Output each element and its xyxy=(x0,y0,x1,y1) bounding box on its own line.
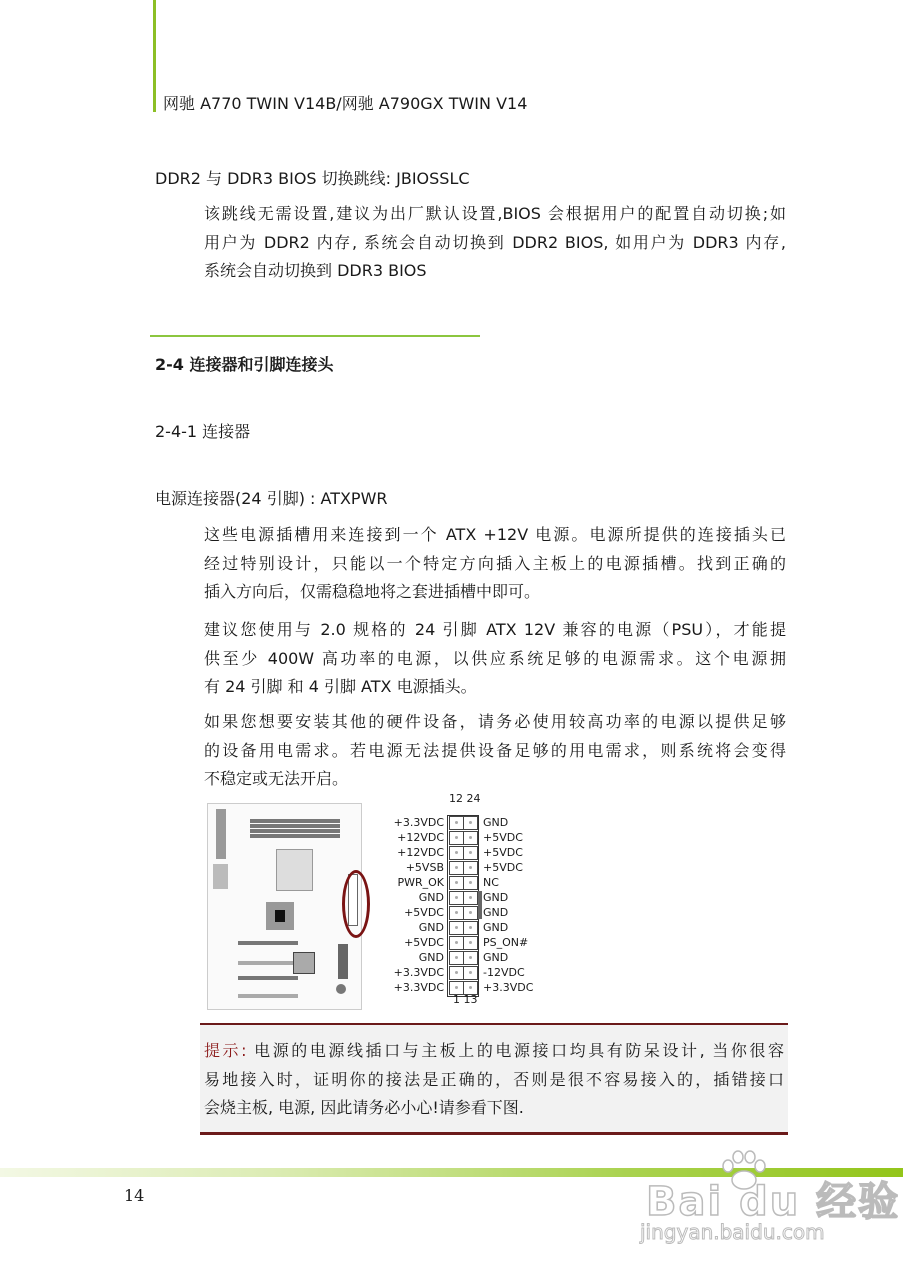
power-paragraph-1 xyxy=(204,521,786,607)
power-paragraph-3 xyxy=(204,708,786,794)
pin-row xyxy=(390,830,550,845)
jumper-title: DDR2 与 DDR3 BIOS 切换跳线: JBIOSSLC xyxy=(155,169,470,188)
pin-right-label: -12VDC xyxy=(483,966,525,979)
pin-right-label: GND xyxy=(483,816,509,829)
tip-text xyxy=(204,1037,784,1123)
text-line: 会烧主板, 电源, 因此请务必小心!请参看下图. xyxy=(204,1098,524,1117)
pin-row xyxy=(390,815,550,830)
pin-right-label: +5VDC xyxy=(483,831,523,844)
pin xyxy=(449,876,464,890)
pin xyxy=(449,936,464,950)
page-header-title: 网驰 A770 TWIN V14B/网驰 A790GX TWIN V14 xyxy=(163,94,528,113)
text-line xyxy=(204,1037,784,1066)
section-title: 2-4 连接器和引脚连接头 xyxy=(155,355,334,374)
pin-left-label: +5VSB xyxy=(405,861,444,874)
atxpwr-pinout-diagram xyxy=(390,790,550,1005)
page-number: 14 xyxy=(124,1186,145,1205)
pin-row xyxy=(390,965,550,980)
pin-right-label: PS_ON# xyxy=(483,936,529,949)
pin-row xyxy=(390,935,550,950)
pin xyxy=(449,816,464,830)
pin xyxy=(463,831,478,845)
pin-right-label: +3.3VDC xyxy=(483,981,534,994)
text-line: 的设备用电需求。若电源无法提供设备足够的用电需求，则系统将会变得 xyxy=(204,740,786,760)
pin-row xyxy=(390,890,550,905)
pin-row xyxy=(390,860,550,875)
pin-left-label: +5VDC xyxy=(404,936,444,949)
pin xyxy=(463,846,478,860)
pin-row xyxy=(390,905,550,920)
pin xyxy=(449,951,464,965)
pin-left-label: +12VDC xyxy=(397,831,444,844)
subsection-title: 2-4-1 连接器 xyxy=(155,422,251,441)
text-line: 不稳定或无法开启。 xyxy=(204,769,349,788)
pin xyxy=(449,921,464,935)
pin-numbers-top: 12 24 xyxy=(449,792,481,805)
pin xyxy=(463,861,478,875)
tip-box xyxy=(200,1023,788,1135)
pin-left-label: GND xyxy=(418,921,444,934)
text-line: 有 24 引脚 和 4 引脚 ATX 电源插头。 xyxy=(204,677,477,696)
pin-left-label: +3.3VDC xyxy=(393,981,444,994)
header-accent-bar xyxy=(153,0,156,112)
text-line: 系统会自动切换到 DDR3 BIOS xyxy=(204,261,427,280)
jumper-paragraph xyxy=(204,200,786,286)
pin-left-label: +3.3VDC xyxy=(393,966,444,979)
pin xyxy=(463,936,478,950)
text-line: 插入方向后，仅需稳稳地将之套进插槽中即可。 xyxy=(204,582,541,601)
pin-right-label: GND xyxy=(483,906,509,919)
pin-left-label: +3.3VDC xyxy=(393,816,444,829)
pin-row xyxy=(390,845,550,860)
tip-label: 提示: xyxy=(204,1041,247,1060)
pin-left-label: PWR_OK xyxy=(397,876,444,889)
power-paragraph-2 xyxy=(204,616,786,702)
text-line: 建议您使用与 2.0 规格的 24 引脚 ATX 12V 兼容的电源（PSU），才能提 xyxy=(204,620,786,639)
text-line: 供至少 400W 高功率的电源，以供应系统足够的电源需求。这个电源拥 xyxy=(204,648,786,668)
pin-left-label: GND xyxy=(418,951,444,964)
pin xyxy=(449,861,464,875)
watermark-logo: Bai du 经验 xyxy=(646,1179,901,1225)
pin xyxy=(449,891,464,905)
pin-left-label: GND xyxy=(418,891,444,904)
pin-row xyxy=(390,875,550,890)
pin-right-label: GND xyxy=(483,921,509,934)
text-line: 易地接入时，证明你的接法是正确的，否则是很不容易接入的，插错接口 xyxy=(204,1069,784,1089)
watermark-url: jingyan.baidu.com xyxy=(640,1220,825,1244)
text-line: 这些电源插槽用来连接到一个 ATX +12V 电源。电源所提供的连接插头已 xyxy=(204,525,786,544)
pin-right-label: GND xyxy=(483,891,509,904)
pin-left-label: +5VDC xyxy=(404,906,444,919)
pin-right-label: +5VDC xyxy=(483,846,523,859)
motherboard-diagram xyxy=(207,803,362,1010)
text-line: 用户为 DDR2 内存, 系统会自动切换到 DDR2 BIOS, 如用户为 DDR3 内存, xyxy=(204,232,786,252)
pin xyxy=(449,906,464,920)
baidu-watermark xyxy=(640,1150,901,1250)
pin xyxy=(463,816,478,830)
text-line: 如果您想要安装其他的硬件设备，请务必使用较高功率的电源以提供足够 xyxy=(204,712,786,731)
pin xyxy=(449,966,464,980)
power-connector-title: 电源连接器(24 引脚) : ATXPWR xyxy=(155,489,388,508)
pin xyxy=(449,846,464,860)
pin-right-label: NC xyxy=(483,876,499,889)
text-line: 该跳线无需设置,建议为出厂默认设置,BIOS 会根据用户的配置自动切换;如 xyxy=(204,204,786,223)
pin-row xyxy=(390,950,550,965)
atxpwr-highlight-ring xyxy=(342,870,370,938)
pin xyxy=(463,906,478,920)
tip-line: 电源的电源线插口与主板上的电源接口均具有防呆设计, 当你很容 xyxy=(246,1041,784,1060)
pin-left-label: +12VDC xyxy=(397,846,444,859)
pin xyxy=(463,966,478,980)
pin xyxy=(463,876,478,890)
pin-right-label: +5VDC xyxy=(483,861,523,874)
pin xyxy=(449,831,464,845)
pin xyxy=(463,921,478,935)
pin-numbers-bottom: 1 13 xyxy=(453,993,478,1006)
pin xyxy=(463,891,478,905)
text-line: 经过特别设计，只能以一个特定方向插入主板上的电源插槽。找到正确的 xyxy=(204,553,786,573)
section-divider xyxy=(150,335,480,337)
pin xyxy=(463,951,478,965)
pin-right-label: GND xyxy=(483,951,509,964)
pin-row xyxy=(390,920,550,935)
